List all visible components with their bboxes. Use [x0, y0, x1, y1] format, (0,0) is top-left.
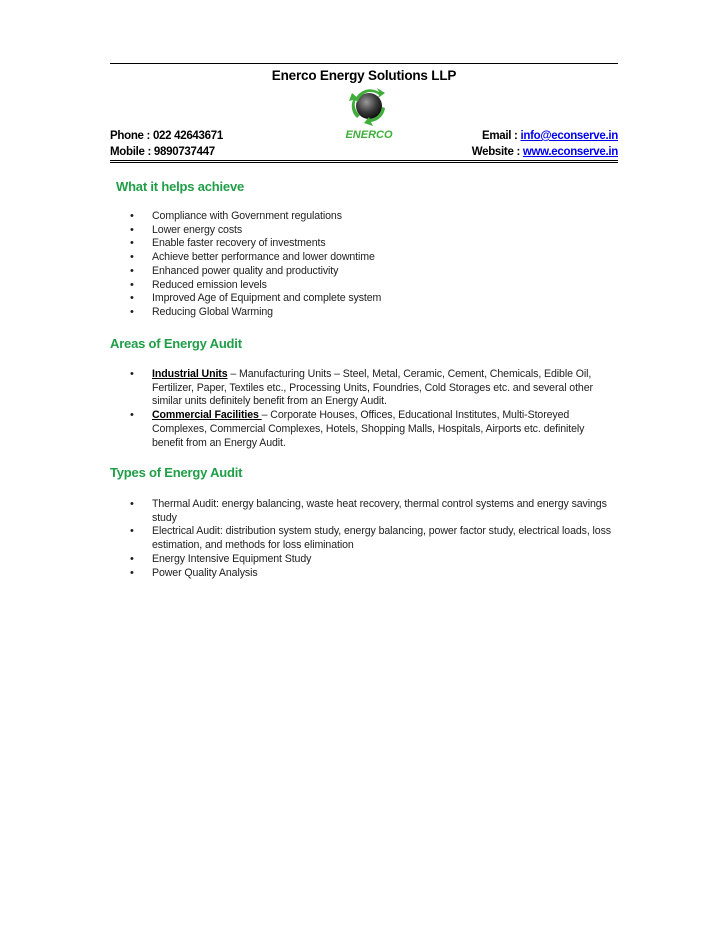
header-rule-2: [110, 162, 618, 163]
list-item: • Lower energy costs: [110, 224, 618, 238]
list-item: • Compliance with Government regulations: [110, 210, 618, 224]
areas-list: [110, 368, 618, 450]
list-item: • Energy Intensive Equipment Study: [110, 553, 618, 567]
website-line: [472, 145, 618, 159]
list-item: • Power Quality Analysis: [110, 567, 618, 581]
phone-line: Phone : 022 42643671: [110, 130, 223, 142]
enerco-logo: [333, 86, 405, 144]
top-rule: [110, 63, 618, 64]
section-title-areas: Areas of Energy Audit: [110, 336, 242, 351]
email-line: [482, 129, 618, 143]
list-item: • Thermal Audit: energy balancing, waste heat recovery, thermal control systems and energy savings study: [110, 498, 618, 525]
types-list: [110, 498, 618, 580]
mobile-line: Mobile : 9890737447: [110, 146, 215, 158]
term-commercial-facilities: Commercial Facilities: [152, 409, 262, 422]
term-description: – Corporate Houses, Offices, Educational Institutes, Multi-Storeyed Complexes, Commercial Complexes, Hotels, Shopping Malls, Hospitals, Airports etc. definitely benefit from an Energy Audit.: [152, 409, 585, 449]
helps-list: [110, 210, 618, 320]
list-item: [110, 368, 618, 409]
email-link[interactable]: info@econserve.in: [520, 130, 618, 142]
list-item: • Improved Age of Equipment and complete system: [110, 292, 618, 306]
section-title-types: Types of Energy Audit: [110, 465, 243, 480]
website-link[interactable]: www.econserve.in: [522, 146, 618, 158]
list-item: • Electrical Audit: distribution system study, energy balancing, power factor study, electrical loads, loss estimation, and methods for loss elimination: [110, 525, 618, 552]
logo-wordmark: ENERCO: [345, 129, 393, 141]
list-item: • Enhanced power quality and productivity: [110, 265, 618, 279]
header-rule-1: [110, 160, 618, 161]
list-item: • Enable faster recovery of investments: [110, 237, 618, 251]
list-item: [110, 409, 618, 450]
email-label: Email :: [481, 130, 521, 142]
company-name: Enerco Energy Solutions LLP: [271, 68, 457, 83]
section-title-helps: What it helps achieve: [116, 179, 245, 194]
list-item: • Achieve better performance and lower downtime: [110, 251, 618, 265]
website-label: Website :: [471, 146, 523, 158]
term-description: – Manufacturing Units – Steel, Metal, Ceramic, Cement, Chemicals, Edible Oil, Fertilizer, Paper, Textiles etc., Processing Units, Foundries, Cold Storages etc. and several other similar units definitely benefit from an Energy Audit.: [152, 368, 593, 408]
list-item: • Reduced emission levels: [110, 279, 618, 293]
list-item: • Reducing Global Warming: [110, 306, 618, 320]
term-industrial-units: Industrial Units: [152, 368, 228, 380]
